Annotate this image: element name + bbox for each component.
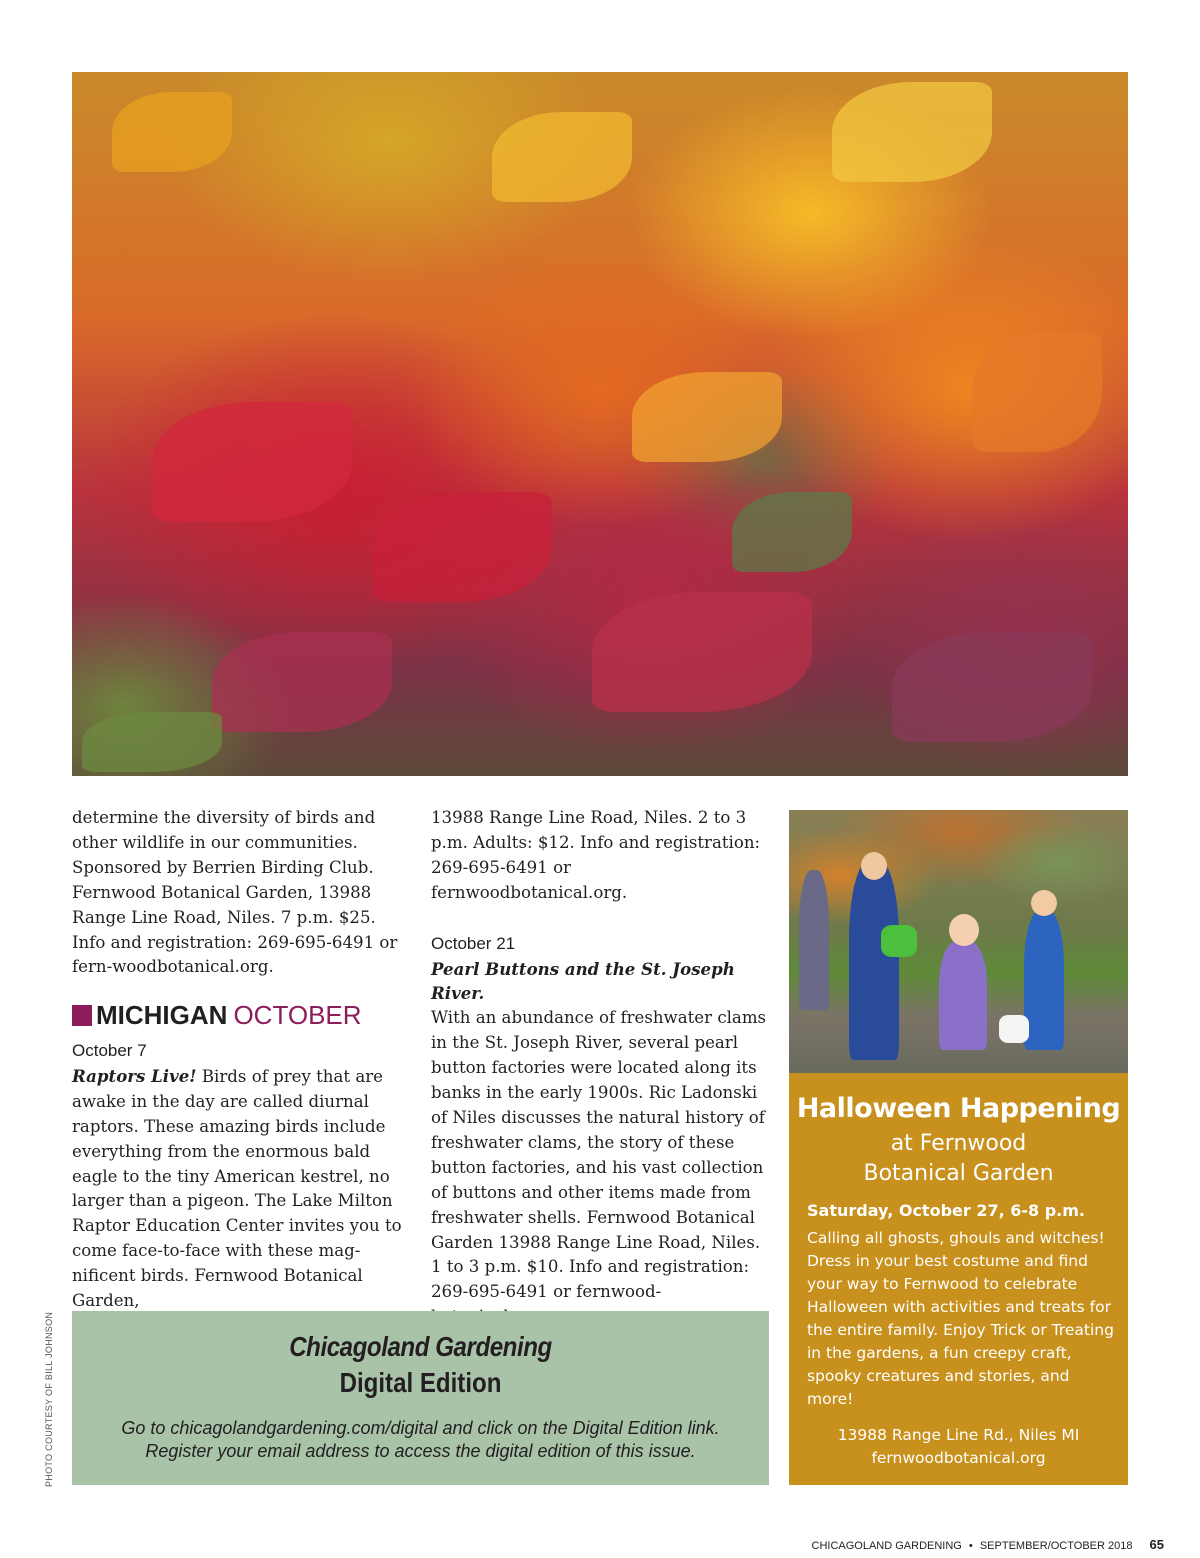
footer-separator: • xyxy=(968,1540,973,1552)
event-text: Birds of prey that are awake in the day are called diurnal raptors. These amazing birds include everything from the enormous bald eagle to the tiny American kestrel, no larger than a pigeon. The Lake Milton Raptor Education Center invites you to come face-to-face with these mag-nificent birds. Fernwood Botanical Garden, xyxy=(72,1066,402,1311)
page-number: 65 xyxy=(1149,1537,1164,1552)
continued-paragraph-left: determine the diversity of birds and other wildlife in our communities. Sponsored by Berrien Birding Club. Fernwood Botanical Garden, 13988 Range Line Road, Niles. 7 p.m. $25. Info and registration: 269-695-6491 or fern-woodbotanical.org. xyxy=(72,808,398,977)
heading-square-icon xyxy=(72,1005,92,1026)
halloween-contact xyxy=(789,1424,1128,1470)
halloween-subtitle-line1: at Fernwood xyxy=(890,1131,1027,1156)
halloween-date-time: Saturday, October 27, 6-8 p.m. xyxy=(807,1201,1086,1220)
left-column xyxy=(72,806,412,980)
halloween-description: Calling all ghosts, ghouls and witches! Dress in your best costume and find your way to Fernwood to celebrate Halloween with activities and treats for the entire family. Enjoy Trick or Treating in the gardens, a fun creepy craft, spooky creatures and stories, and more! xyxy=(807,1229,1114,1408)
event-description xyxy=(72,1064,412,1314)
halloween-subtitle xyxy=(789,1129,1128,1189)
digital-instructions-line2: Register your email address to access the digital edition of this issue. xyxy=(145,1441,696,1461)
digital-title: Chicagoland Gardening xyxy=(289,1331,552,1362)
footer-issue: SEPTEMBER/OCTOBER 2018 xyxy=(979,1540,1133,1552)
event-raptors xyxy=(72,1039,412,1314)
halloween-address: 13988 Range Line Rd., Niles MI xyxy=(837,1426,1080,1444)
halloween-title: Halloween Happening xyxy=(796,1093,1121,1124)
event-text: With an abundance of freshwater clams in the St. Joseph River, several pearl button factories were located along its banks in the early 1900s. Ric Ladonski of Niles discusses the natural history of freshwater clams, the story of these button factories, and his vast collection of buttons and other items made from freshwater shells. Fernwood Botanical Garden 13988 Range Line Road, Niles. 1 to 3 p.m. $10. Info and registration: 269-695-6491 or fernwood- xyxy=(431,1008,767,1302)
halloween-website: fernwoodbotanical.org xyxy=(871,1449,1046,1467)
footer-magazine: CHICAGOLAND GARDENING xyxy=(811,1540,962,1552)
halloween-subtitle-line2: Botanical Garden xyxy=(863,1161,1054,1186)
event-title: Pearl Buttons and the St. Joseph River. xyxy=(431,958,735,1004)
halloween-children-photo xyxy=(789,810,1128,1073)
digital-edition-box xyxy=(72,1311,769,1485)
halloween-event-box xyxy=(789,1073,1128,1485)
heading-month: OCTOBER xyxy=(233,1000,362,1030)
autumn-foliage-photo xyxy=(72,72,1128,776)
event-title: Raptors Live! xyxy=(72,1065,197,1086)
digital-instructions-line1: Go to chicagolandgardening.com/digital and click on the Digital Edition link. xyxy=(121,1418,720,1438)
digital-subtitle: Digital Edition xyxy=(339,1367,502,1398)
event-date: October 21 xyxy=(431,933,516,953)
section-heading xyxy=(72,1000,362,1030)
photo-credit: PHOTO COURTESY OF BILL JOHNSON xyxy=(44,1311,54,1487)
continued-paragraph-middle: 13988 Range Line Road, Niles. 2 to 3 p.m. Adults: $12. Info and registration: 269-695-6491 or fernwoodbotanical.org. xyxy=(431,808,761,902)
event-date: October 7 xyxy=(72,1041,147,1060)
middle-column xyxy=(431,806,771,1330)
digital-instructions xyxy=(72,1417,769,1463)
page-footer xyxy=(812,1537,1165,1552)
heading-state: MICHIGAN xyxy=(96,1000,228,1030)
